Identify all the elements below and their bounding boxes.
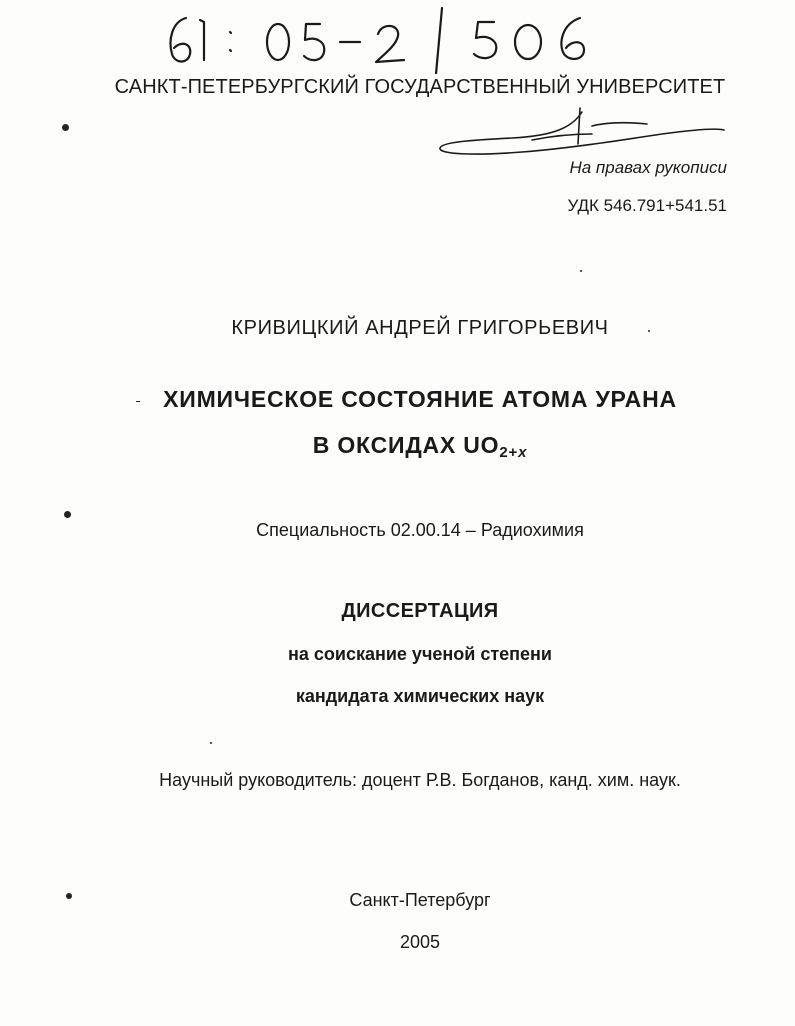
udk-code: УДК 546.791+541.51 xyxy=(567,196,727,215)
university-name: САНКТ-ПЕТЕРБУРГСКИЙ ГОСУДАРСТВЕННЫЙ УНИВЕРСИТЕТ xyxy=(114,76,726,98)
handwritten-archive-number xyxy=(160,4,600,74)
formula-subscript: 2+x xyxy=(499,444,528,461)
scientific-advisor: Научный руководитель: доцент Р.В. Богданов, канд. хим. наук. xyxy=(159,770,681,790)
scan-speck xyxy=(580,270,582,272)
scan-speck xyxy=(648,330,650,332)
specialty: Специальность 02.00.14 – Радиохимия xyxy=(256,520,584,540)
degree-line-2: кандидата химических наук xyxy=(295,686,545,706)
city: Санкт-Петербург xyxy=(349,890,491,910)
scan-speck xyxy=(66,893,72,899)
degree-line-1: на соискание ученой степени xyxy=(288,644,552,664)
title-line-1: ХИМИЧЕСКОЕ СОСТОЯНИЕ АТОМА УРАНА xyxy=(163,386,677,412)
manuscript-rights: На правах рукописи xyxy=(569,158,727,177)
scan-speck xyxy=(136,401,140,402)
title-line-2 xyxy=(100,432,740,461)
scan-speck xyxy=(210,742,212,744)
dissertation-label: ДИССЕРТАЦИЯ xyxy=(341,600,499,622)
title-line-2-text: В ОКСИДАХ UO xyxy=(312,432,500,458)
author-name: КРИВИЦКИЙ АНДРЕЙ ГРИГОРЬЕВИЧ xyxy=(231,317,609,339)
scan-speck xyxy=(64,511,71,518)
year: 2005 xyxy=(399,932,441,952)
scan-speck xyxy=(62,124,69,131)
